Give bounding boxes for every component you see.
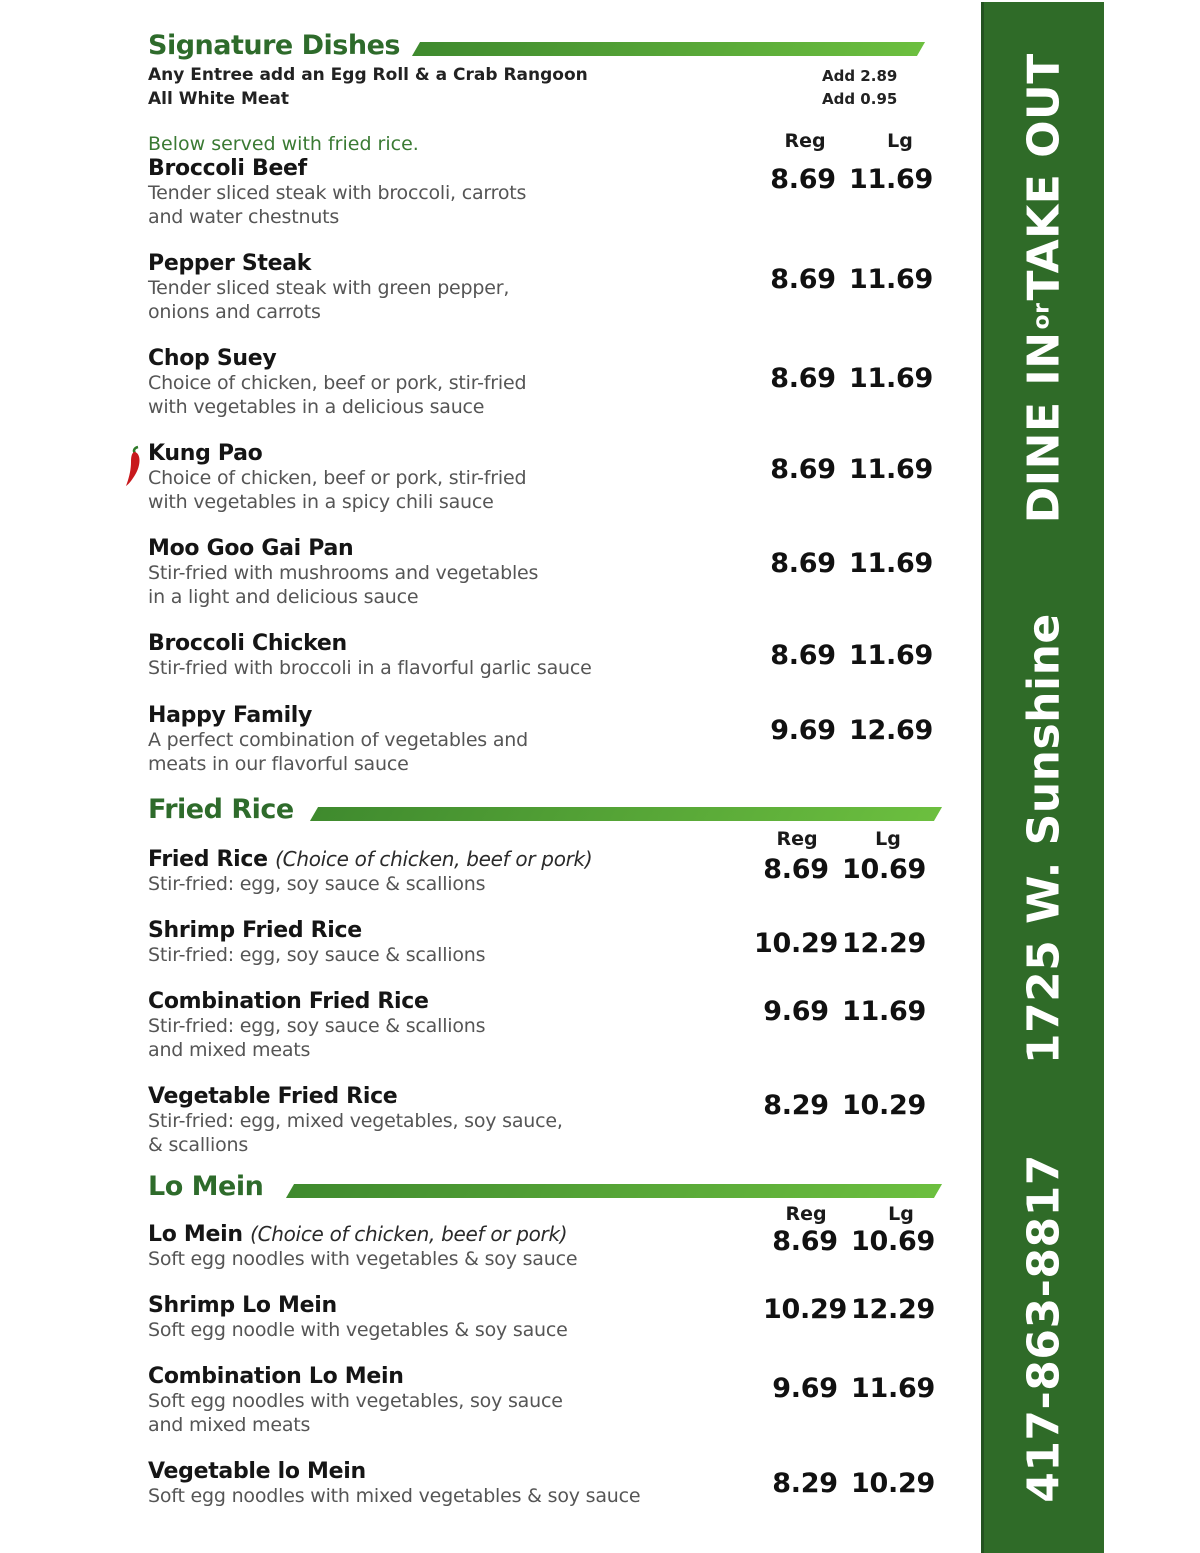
item-description: Tender sliced steak with broccoli, carrots [148, 182, 527, 204]
item-name: Broccoli Chicken [148, 631, 347, 656]
price-large: 11.69 [842, 996, 926, 1027]
price-regular: 8.69 [770, 454, 836, 485]
menu-item [148, 703, 748, 776]
item-description: A perfect combination of vegetables and [148, 729, 528, 751]
menu-item [148, 918, 748, 967]
item-description: with vegetables in a delicious sauce [148, 396, 485, 418]
price-large: 11.69 [849, 363, 933, 394]
item-description: Stir-fried: egg, soy sauce & scallions [148, 873, 486, 895]
price-regular: 8.29 [763, 1090, 829, 1121]
menu-item [148, 1364, 748, 1437]
item-description: meats in our flavorful sauce [148, 753, 409, 775]
item-description: Soft egg noodles with vegetables, soy sauce [148, 1390, 563, 1412]
addon-price-eggroll: Add 2.89 [822, 67, 898, 85]
column-header-lg: Lg [875, 828, 901, 850]
price-large: 12.29 [842, 928, 926, 959]
price-regular: 9.69 [770, 715, 836, 746]
item-description: and mixed meats [148, 1039, 311, 1061]
price-large: 11.69 [849, 264, 933, 295]
chili-pepper-icon [124, 445, 146, 487]
price-large: 12.69 [849, 715, 933, 746]
menu-item [148, 156, 748, 229]
or-label: or [1029, 301, 1055, 329]
column-header-reg: Reg [776, 828, 818, 850]
price-large: 12.29 [851, 1294, 935, 1325]
item-name: Moo Goo Gai Pan [148, 536, 354, 561]
served-with-note: Below served with fried rice. [148, 133, 419, 155]
side-banner [981, 2, 1104, 1553]
item-description: with vegetables in a spicy chili sauce [148, 491, 494, 513]
item-description: Choice of chicken, beef or pork, stir-fried [148, 372, 527, 394]
address: 1725 W. Sunshine [1018, 612, 1070, 1064]
item-name-text: Lo Mein [148, 1222, 243, 1247]
dine-in-label: DINE IN [1018, 330, 1070, 523]
item-name: Combination Fried Rice [148, 989, 429, 1014]
take-out-label: TAKE OUT [1018, 52, 1070, 300]
section-title-lo-mein: Lo Mein [148, 1171, 264, 1202]
menu-item [148, 441, 748, 514]
item-name: Happy Family [148, 703, 313, 728]
price-regular: 8.69 [770, 264, 836, 295]
price-large: 10.29 [842, 1090, 926, 1121]
item-name: Shrimp Lo Mein [148, 1293, 337, 1318]
menu-item [148, 1084, 748, 1157]
item-description: Soft egg noodle with vegetables & soy sauce [148, 1319, 568, 1341]
price-regular: 8.69 [770, 164, 836, 195]
column-header-reg: Reg [785, 1203, 827, 1225]
item-option-note: (Choice of chicken, beef or pork) [275, 847, 593, 871]
section-divider-bar [310, 807, 942, 821]
price-regular: 8.29 [772, 1468, 838, 1499]
item-name: Shrimp Fried Rice [148, 918, 362, 943]
item-description: Stir-fried with broccoli in a flavorful garlic sauce [148, 657, 592, 679]
section-divider-bar [412, 42, 925, 56]
price-regular: 10.29 [763, 1294, 847, 1325]
price-large: 11.69 [849, 640, 933, 671]
addon-price-white-meat: Add 0.95 [822, 90, 898, 108]
item-name: Kung Pao [148, 441, 263, 466]
item-name: Pepper Steak [148, 251, 312, 276]
phone-number: 417-863-8817 [1018, 1153, 1070, 1503]
addon-note-eggroll: Any Entree add an Egg Roll & a Crab Rangoon [148, 65, 588, 85]
item-description: onions and carrots [148, 301, 321, 323]
item-name: Vegetable lo Mein [148, 1459, 366, 1484]
price-regular: 8.69 [770, 363, 836, 394]
item-description: Choice of chicken, beef or pork, stir-fried [148, 467, 527, 489]
price-large: 10.29 [851, 1468, 935, 1499]
item-description: Stir-fried: egg, soy sauce & scallions [148, 1015, 486, 1037]
item-description: Stir-fried with mushrooms and vegetables [148, 562, 539, 584]
menu-item [148, 251, 748, 324]
menu-item [148, 1293, 748, 1342]
item-name [148, 1222, 748, 1247]
item-description: Stir-fried: egg, soy sauce & scallions [148, 944, 486, 966]
addon-note-white-meat: All White Meat [148, 89, 290, 109]
item-option-note: (Choice of chicken, beef or pork) [250, 1222, 568, 1246]
item-name: Combination Lo Mein [148, 1364, 404, 1389]
item-name: Broccoli Beef [148, 156, 307, 181]
price-regular: 8.69 [763, 854, 829, 885]
item-description: Stir-fried: egg, mixed vegetables, soy sauce, [148, 1110, 563, 1132]
price-regular: 8.69 [770, 640, 836, 671]
section-divider-bar [286, 1184, 942, 1198]
price-large: 10.69 [851, 1226, 935, 1257]
item-description: Soft egg noodles with vegetables & soy sauce [148, 1248, 578, 1270]
item-description: Tender sliced steak with green pepper, [148, 277, 510, 299]
item-description: and mixed meats [148, 1414, 311, 1436]
menu-item [148, 989, 748, 1062]
item-description: Soft egg noodles with mixed vegetables & soy sauce [148, 1485, 641, 1507]
price-large: 11.69 [849, 454, 933, 485]
price-large: 11.69 [849, 548, 933, 579]
item-description: and water chestnuts [148, 206, 340, 228]
item-name-text: Fried Rice [148, 847, 268, 872]
price-regular: 8.69 [770, 548, 836, 579]
item-name [148, 847, 748, 872]
menu-item [148, 847, 748, 896]
menu-item [148, 1459, 748, 1508]
price-regular: 8.69 [772, 1226, 838, 1257]
column-header-lg: Lg [888, 1203, 914, 1225]
price-regular: 9.69 [772, 1373, 838, 1404]
price-large: 11.69 [851, 1373, 935, 1404]
menu-item [148, 631, 748, 680]
section-title-fried-rice: Fried Rice [148, 794, 294, 825]
item-name: Chop Suey [148, 346, 277, 371]
column-header-lg: Lg [887, 130, 913, 152]
column-header-reg: Reg [784, 130, 826, 152]
side-banner-text [1019, 53, 1070, 1503]
price-large: 11.69 [849, 164, 933, 195]
menu-item [148, 1222, 748, 1271]
price-large: 10.69 [842, 854, 926, 885]
menu-item [148, 536, 748, 609]
section-title-signature: Signature Dishes [148, 30, 400, 61]
item-name: Vegetable Fried Rice [148, 1084, 398, 1109]
item-description: & scallions [148, 1134, 249, 1156]
price-regular: 10.29 [754, 928, 838, 959]
price-regular: 9.69 [763, 996, 829, 1027]
menu-item [148, 346, 748, 419]
item-description: in a light and delicious sauce [148, 586, 419, 608]
